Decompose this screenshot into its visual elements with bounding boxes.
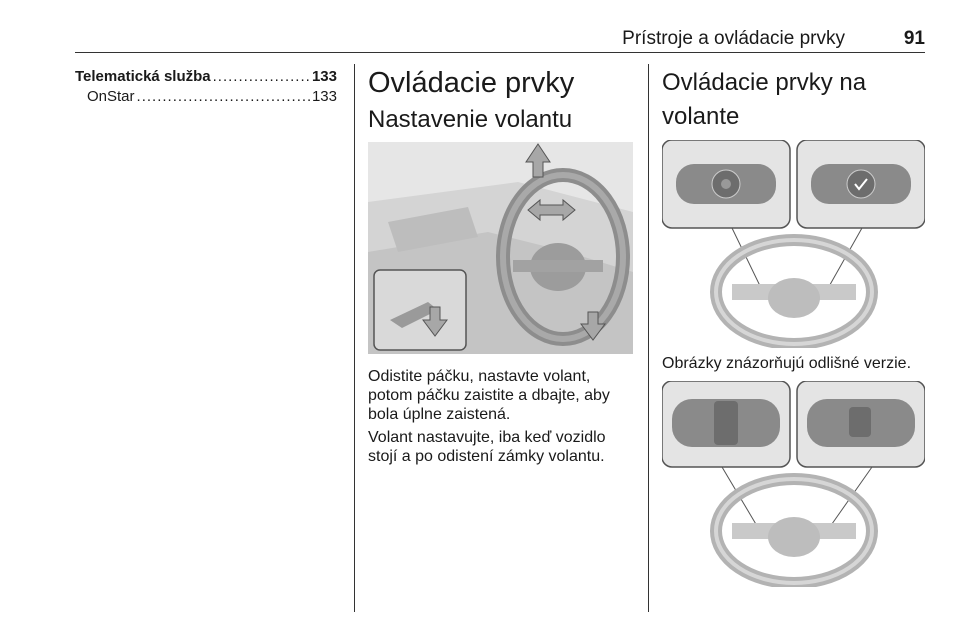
toc-entry-page: 133 bbox=[311, 68, 337, 85]
steering-controls-illustration-2 bbox=[662, 381, 925, 587]
page-header bbox=[75, 28, 925, 52]
toc-entry-telematics[interactable] bbox=[75, 68, 337, 88]
steering-controls-illustration-1 bbox=[662, 140, 925, 348]
subsection-heading: Nastavenie volantu bbox=[368, 106, 573, 133]
control-panel-left-inset bbox=[662, 140, 790, 228]
column-steering-controls bbox=[662, 66, 927, 587]
steering-adjustment-illustration bbox=[368, 142, 633, 354]
toc-entry-onstar[interactable] bbox=[75, 88, 337, 108]
toc-entry-page: 133 bbox=[311, 88, 337, 105]
table-of-contents bbox=[75, 68, 337, 108]
page-number: 91 bbox=[903, 28, 925, 49]
column-divider-2 bbox=[648, 64, 649, 612]
header-rule bbox=[75, 52, 925, 53]
release-lever-inset bbox=[374, 270, 466, 350]
instruction-paragraph: Volant nastavujte, iba keď vozidlo stojí a po odistení zámky volantu. bbox=[368, 429, 606, 465]
column-divider-1 bbox=[354, 64, 355, 612]
toc-leader-dots bbox=[213, 68, 310, 85]
toc-entry-label: OnStar bbox=[87, 88, 135, 105]
figure-caption: Obrázky znázorňujú odlišné verzie. bbox=[662, 355, 912, 372]
control-panel-right-inset bbox=[797, 140, 925, 228]
toc-entry-label: Telematická služba bbox=[75, 68, 211, 85]
column-steering-adjustment bbox=[368, 66, 633, 466]
header-title: Prístroje a ovládacie prvky bbox=[622, 28, 845, 49]
instruction-paragraph: Odistite páčku, nastavte volant, potom páčku zaistite a dbajte, aby bola úplne zaistená. bbox=[368, 368, 610, 423]
toc-leader-dots bbox=[137, 88, 310, 105]
control-panel-left-inset bbox=[662, 381, 790, 467]
control-panel-right-inset bbox=[797, 381, 925, 467]
section-heading: Ovládacie prvky bbox=[368, 67, 575, 99]
section-heading: Ovládacie prvky na volante bbox=[662, 69, 867, 130]
